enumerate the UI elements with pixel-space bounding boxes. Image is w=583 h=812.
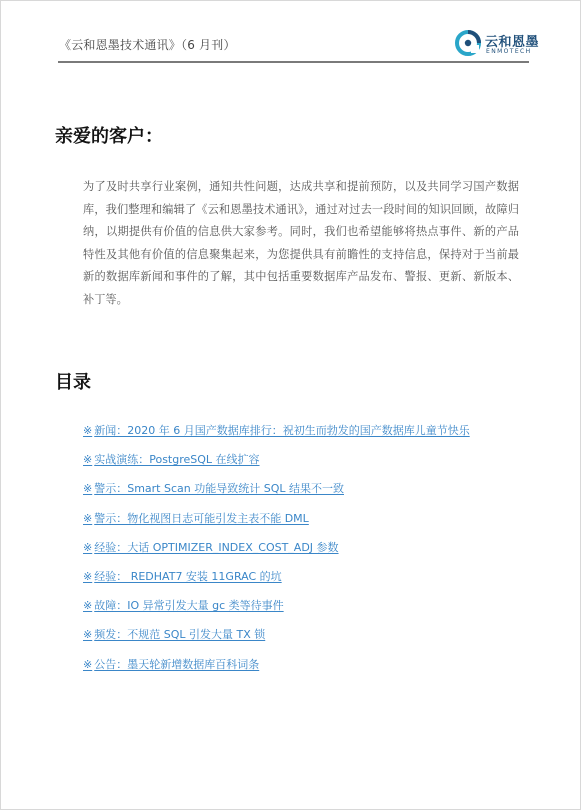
toc-link-label: 警示：Smart Scan 功能导致统计 SQL 结果不一致 bbox=[94, 482, 344, 496]
greeting-heading: 亲爱的客户： bbox=[55, 126, 163, 147]
reference-mark-icon: ※ bbox=[83, 569, 93, 583]
toc-link-announcement[interactable] bbox=[83, 658, 259, 671]
toc-item[interactable] bbox=[83, 451, 470, 480]
reference-mark-icon: ※ bbox=[83, 511, 93, 525]
toc-link-label: 实战演练：PostgreSQL 在线扩容 bbox=[94, 453, 260, 467]
reference-mark-icon: ※ bbox=[83, 540, 93, 554]
reference-mark-icon: ※ bbox=[83, 453, 93, 467]
toc-link-warning-mview[interactable] bbox=[83, 512, 309, 525]
reference-mark-icon: ※ bbox=[83, 482, 93, 496]
toc-link-news[interactable] bbox=[83, 424, 470, 437]
toc-link-experience-optimizer[interactable] bbox=[83, 541, 339, 554]
enmotech-logo-icon bbox=[455, 30, 481, 56]
toc-item[interactable] bbox=[83, 539, 470, 568]
toc-link-warning-smart-scan[interactable] bbox=[83, 482, 344, 495]
toc-item[interactable] bbox=[83, 597, 470, 626]
reference-mark-icon: ※ bbox=[83, 628, 93, 642]
toc-link-label: 经验：大话 OPTIMIZER_INDEX_COST_ADJ 参数 bbox=[94, 540, 339, 554]
toc-link-practice[interactable] bbox=[83, 453, 260, 466]
toc-item[interactable] bbox=[83, 656, 470, 685]
toc-item[interactable] bbox=[83, 480, 470, 509]
reference-mark-icon: ※ bbox=[83, 599, 93, 613]
toc-link-label: 新闻：2020 年 6 月国产数据库排行：祝初生而勃发的国产数据库儿童节快乐 bbox=[94, 424, 470, 437]
toc-item[interactable] bbox=[83, 510, 470, 539]
toc-heading: 目录 bbox=[55, 372, 91, 393]
toc-list bbox=[83, 422, 470, 685]
enmotech-logo bbox=[455, 29, 540, 59]
toc-item[interactable] bbox=[83, 422, 470, 451]
toc-item[interactable] bbox=[83, 626, 470, 655]
logo-text: 云和恩墨 bbox=[485, 35, 540, 50]
toc-link-fault-io[interactable] bbox=[83, 599, 284, 612]
reference-mark-icon: ※ bbox=[83, 657, 93, 671]
header-divider bbox=[58, 61, 529, 63]
logo-subtext: ENMOTECH bbox=[486, 48, 532, 55]
intro-paragraph: 为了及时共享行业案例，通知共性问题，达成共享和提前预防，以及共同学习国产数据库，我们整理和编辑了《云和恩墨技术通讯》，通过对过去一段时间的知识回顾，故障归纳，以期提供有价值的信息供大家参考。同时，我们也希望能够将热点事件、新的产品特性及其他有价值的信息聚集起来，为您提供具有前瞻性的支持信息，保持对于当前最新的数据库新闻和事件的了解，其中包括重要数据库产品发布、警报、更新、新版本、补丁等。 bbox=[83, 180, 519, 306]
toc-link-label: 故障：IO 异常引发大量 gc 类等待事件 bbox=[94, 599, 284, 613]
newsletter-title: 《云和恩墨技术通讯》（6 月刊） bbox=[59, 38, 236, 52]
toc-link-label: 警示：物化视图日志可能引发主表不能 DML bbox=[94, 511, 309, 525]
toc-item[interactable] bbox=[83, 568, 470, 597]
toc-link-frequent-tx[interactable] bbox=[83, 628, 265, 641]
toc-link-label: 频发：不规范 SQL 引发大量 TX 锁 bbox=[94, 628, 266, 642]
toc-link-label: 公告：墨天轮新增数据库百科词条 bbox=[94, 657, 260, 671]
reference-mark-icon: ※ bbox=[83, 424, 93, 437]
toc-link-label: 经验： REDHAT7 安装 11GRAC 的坑 bbox=[94, 569, 282, 583]
toc-link-experience-redhat[interactable] bbox=[83, 570, 282, 583]
